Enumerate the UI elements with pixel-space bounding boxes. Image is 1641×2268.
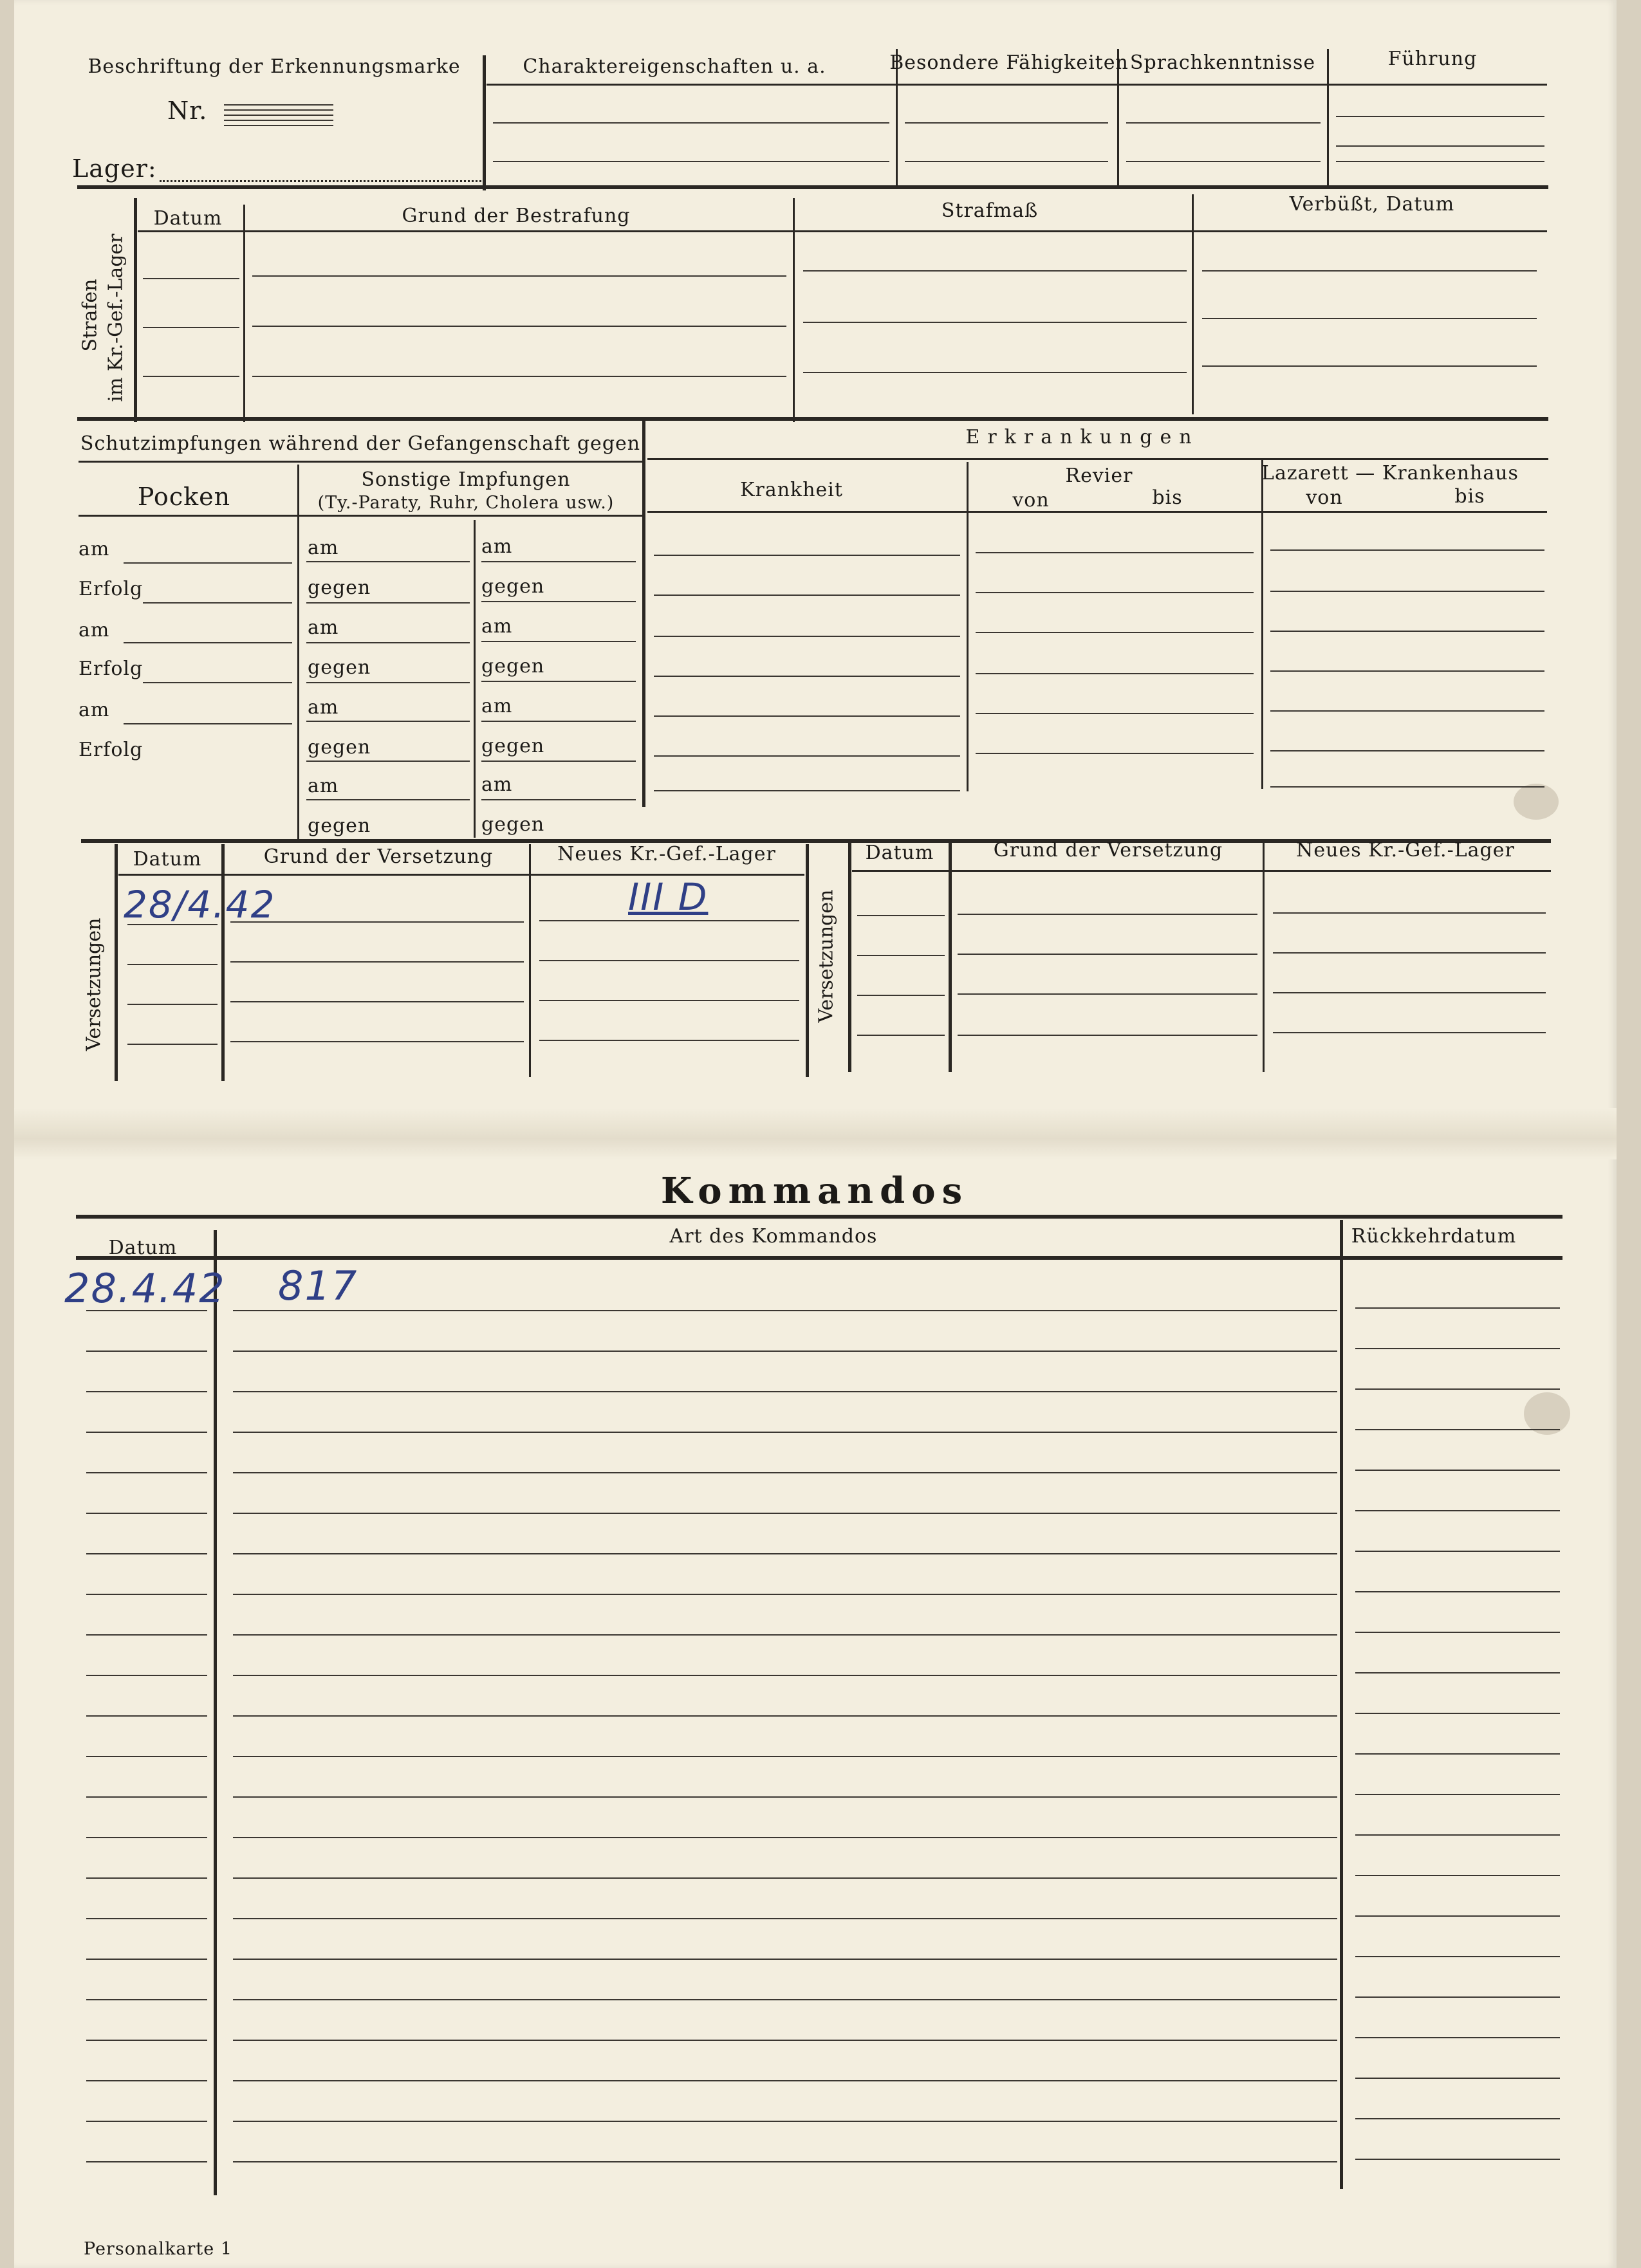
ruled-line xyxy=(1355,1388,1560,1390)
ruled-line xyxy=(233,1634,1337,1636)
ruled-line xyxy=(86,1675,207,1676)
ruled-line xyxy=(86,1877,207,1879)
pox-row-5: am xyxy=(79,699,110,721)
col-pox: Pocken xyxy=(137,483,231,511)
pen-col-served: Verbüßt, Datum xyxy=(1289,193,1455,216)
ruled-line xyxy=(233,1594,1337,1595)
vacc-b-row-7: am xyxy=(481,773,513,796)
ruled-line xyxy=(1355,1834,1560,1836)
ruled-line xyxy=(233,1877,1337,1879)
ruled-line xyxy=(1355,1956,1560,1957)
ruled-line xyxy=(86,1391,207,1392)
ruled-line xyxy=(1355,1632,1560,1633)
ruled-line xyxy=(233,1513,1337,1514)
kom-col-kind: Art des Kommandos xyxy=(669,1225,878,1248)
tr-left-col-camp: Neues Kr.-Gef.-Lager xyxy=(557,843,776,865)
col-skills: Besondere Fähigkeiten xyxy=(889,51,1129,74)
ruled-line xyxy=(1355,1996,1560,1998)
ruled-line xyxy=(1355,1307,1560,1309)
ruled-line xyxy=(233,2121,1337,2122)
punch-hole-upper xyxy=(1514,784,1559,820)
vacc-a-row-4: gegen xyxy=(308,656,371,679)
col-conduct: Führung xyxy=(1387,48,1478,70)
camp-label: Lager: xyxy=(72,154,157,183)
vacc-title: Schutzimpfungen während der Gefangenschaft gegen xyxy=(80,432,641,455)
ruled-line xyxy=(86,1756,207,1757)
col-other-vacc: Sonstige Impfungen xyxy=(361,468,571,491)
ruled-line xyxy=(233,1837,1337,1838)
tr-left-col-date: Datum xyxy=(133,848,202,871)
ruled-line xyxy=(86,1715,207,1717)
ruled-line xyxy=(1355,1713,1560,1714)
ruled-line xyxy=(233,2040,1337,2041)
tr-right-col-date: Datum xyxy=(865,842,934,864)
ruled-line xyxy=(1355,1470,1560,1471)
tr-right-col-reason: Grund der Versetzung xyxy=(993,839,1223,862)
ruled-line xyxy=(1355,2118,1560,2119)
ruled-line xyxy=(86,2040,207,2041)
ruled-line xyxy=(1355,1591,1560,1592)
col-languages: Sprachkenntnisse xyxy=(1129,51,1316,74)
ruled-line xyxy=(1355,1429,1560,1430)
ruled-line xyxy=(233,1432,1337,1433)
ruled-line xyxy=(86,1513,207,1514)
vacc-a-row-6: gegen xyxy=(308,736,371,759)
nr-label: Nr. xyxy=(167,97,208,125)
kommando-kind-1: 817 xyxy=(278,1262,358,1309)
ruled-line xyxy=(1355,1915,1560,1917)
ruled-line xyxy=(86,1959,207,1960)
vacc-a-row-8: gegen xyxy=(308,815,371,837)
col-hospital: Lazarett — Krankenhaus xyxy=(1261,462,1519,484)
personnel-card-back xyxy=(14,0,1617,2268)
fold-crease xyxy=(14,1108,1617,1159)
penalties-side-label: Strafen xyxy=(79,279,102,352)
vacc-a-row-5: am xyxy=(308,696,339,719)
revier-from: von xyxy=(1012,489,1050,512)
vacc-b-row-4: gegen xyxy=(481,655,545,678)
ruled-line xyxy=(233,1310,1337,1311)
vacc-b-row-5: am xyxy=(481,695,513,717)
ruled-line xyxy=(86,1472,207,1473)
camp-field[interactable] xyxy=(160,167,481,182)
vacc-a-row-1: am xyxy=(308,537,339,559)
ruled-line xyxy=(86,1432,207,1433)
transfer-date-1: 28/4.42 xyxy=(124,883,276,927)
ruled-line xyxy=(233,1796,1337,1798)
kom-col-return: Rückkehrdatum xyxy=(1351,1225,1517,1248)
ruled-line xyxy=(86,1553,207,1554)
ruled-line xyxy=(233,1959,1337,1960)
ruled-line xyxy=(1355,1510,1560,1511)
tr-left-col-reason: Grund der Versetzung xyxy=(263,845,494,868)
ruled-line xyxy=(86,1796,207,1798)
ruled-line xyxy=(1355,2159,1560,2160)
penalties-side-label2: im Kr.-Gef.-Lager xyxy=(104,234,127,402)
col-character: Charaktereigenschaften u. a. xyxy=(523,55,826,78)
ruled-line xyxy=(86,2121,207,2122)
vacc-b-row-8: gegen xyxy=(481,813,545,836)
col-disease: Krankheit xyxy=(740,479,843,501)
kom-col-date: Datum xyxy=(108,1237,178,1259)
ruled-line xyxy=(1355,1875,1560,1876)
hospital-to: bis xyxy=(1454,485,1485,508)
ruled-line xyxy=(233,2080,1337,2081)
vacc-a-row-2: gegen xyxy=(308,576,371,599)
ruled-line xyxy=(1355,1551,1560,1552)
transfers-side-label-right: Versetzungen xyxy=(815,889,838,1023)
ruled-line xyxy=(233,1918,1337,1919)
ruled-line xyxy=(233,1553,1337,1554)
pox-row-6: Erfolg xyxy=(79,739,144,761)
ruled-line xyxy=(1355,1753,1560,1755)
ruled-line xyxy=(1355,2078,1560,2079)
ruled-line xyxy=(233,1472,1337,1473)
col-other-vacc-sub: (Ty.-Paraty, Ruhr, Cholera usw.) xyxy=(317,493,615,513)
vacc-a-row-7: am xyxy=(308,775,339,797)
hospital-from: von xyxy=(1306,486,1343,509)
ruled-line xyxy=(86,1594,207,1595)
tr-right-col-camp: Neues Kr.-Gef.-Lager xyxy=(1296,839,1515,862)
ruled-line xyxy=(233,1675,1337,1676)
ruled-line xyxy=(233,1351,1337,1352)
ruled-line xyxy=(233,1999,1337,2000)
kommando-date-1: 28.4.42 xyxy=(64,1265,226,1312)
pox-row-4: Erfolg xyxy=(79,658,144,680)
pen-col-date: Datum xyxy=(153,207,223,230)
tag-label: Beschriftung der Erkennungsmarke xyxy=(88,55,461,78)
ruled-line xyxy=(1355,1672,1560,1673)
ruled-line xyxy=(233,1391,1337,1392)
ruled-line xyxy=(1355,1794,1560,1795)
ruled-line xyxy=(86,2080,207,2081)
kommandos-title: Kommandos xyxy=(660,1170,969,1212)
ruled-line xyxy=(233,1756,1337,1757)
ruled-line xyxy=(86,1634,207,1636)
ruled-line xyxy=(233,1715,1337,1717)
ruled-line xyxy=(86,2161,207,2162)
ruled-line xyxy=(233,2161,1337,2162)
vacc-b-row-6: gegen xyxy=(481,735,545,757)
vacc-b-row-3: am xyxy=(481,615,513,638)
pox-row-1: am xyxy=(79,538,110,560)
col-revier: Revier xyxy=(1065,465,1133,487)
revier-to: bis xyxy=(1152,486,1183,509)
transfer-camp-1: III D xyxy=(628,875,709,919)
vacc-b-row-2: gegen xyxy=(481,575,545,598)
vacc-a-row-3: am xyxy=(308,616,339,639)
form-name: Personalkarte 1 xyxy=(84,2239,233,2259)
ruled-line xyxy=(86,1351,207,1352)
pox-row-3: am xyxy=(79,619,110,641)
vacc-b-row-1: am xyxy=(481,535,513,558)
nr-field[interactable] xyxy=(224,102,333,127)
pox-row-2: Erfolg xyxy=(79,578,144,600)
transfers-side-label-left: Versetzungen xyxy=(82,917,106,1051)
pen-col-reason: Grund der Bestrafung xyxy=(402,205,631,227)
ruled-line xyxy=(86,1837,207,1838)
pen-col-penalty: Strafmaß xyxy=(941,199,1039,222)
ill-title: Erkrankungen xyxy=(965,426,1200,448)
ruled-line xyxy=(1355,1348,1560,1349)
ruled-line xyxy=(1355,2037,1560,2038)
ruled-line xyxy=(86,1918,207,1919)
ruled-line xyxy=(86,1999,207,2000)
